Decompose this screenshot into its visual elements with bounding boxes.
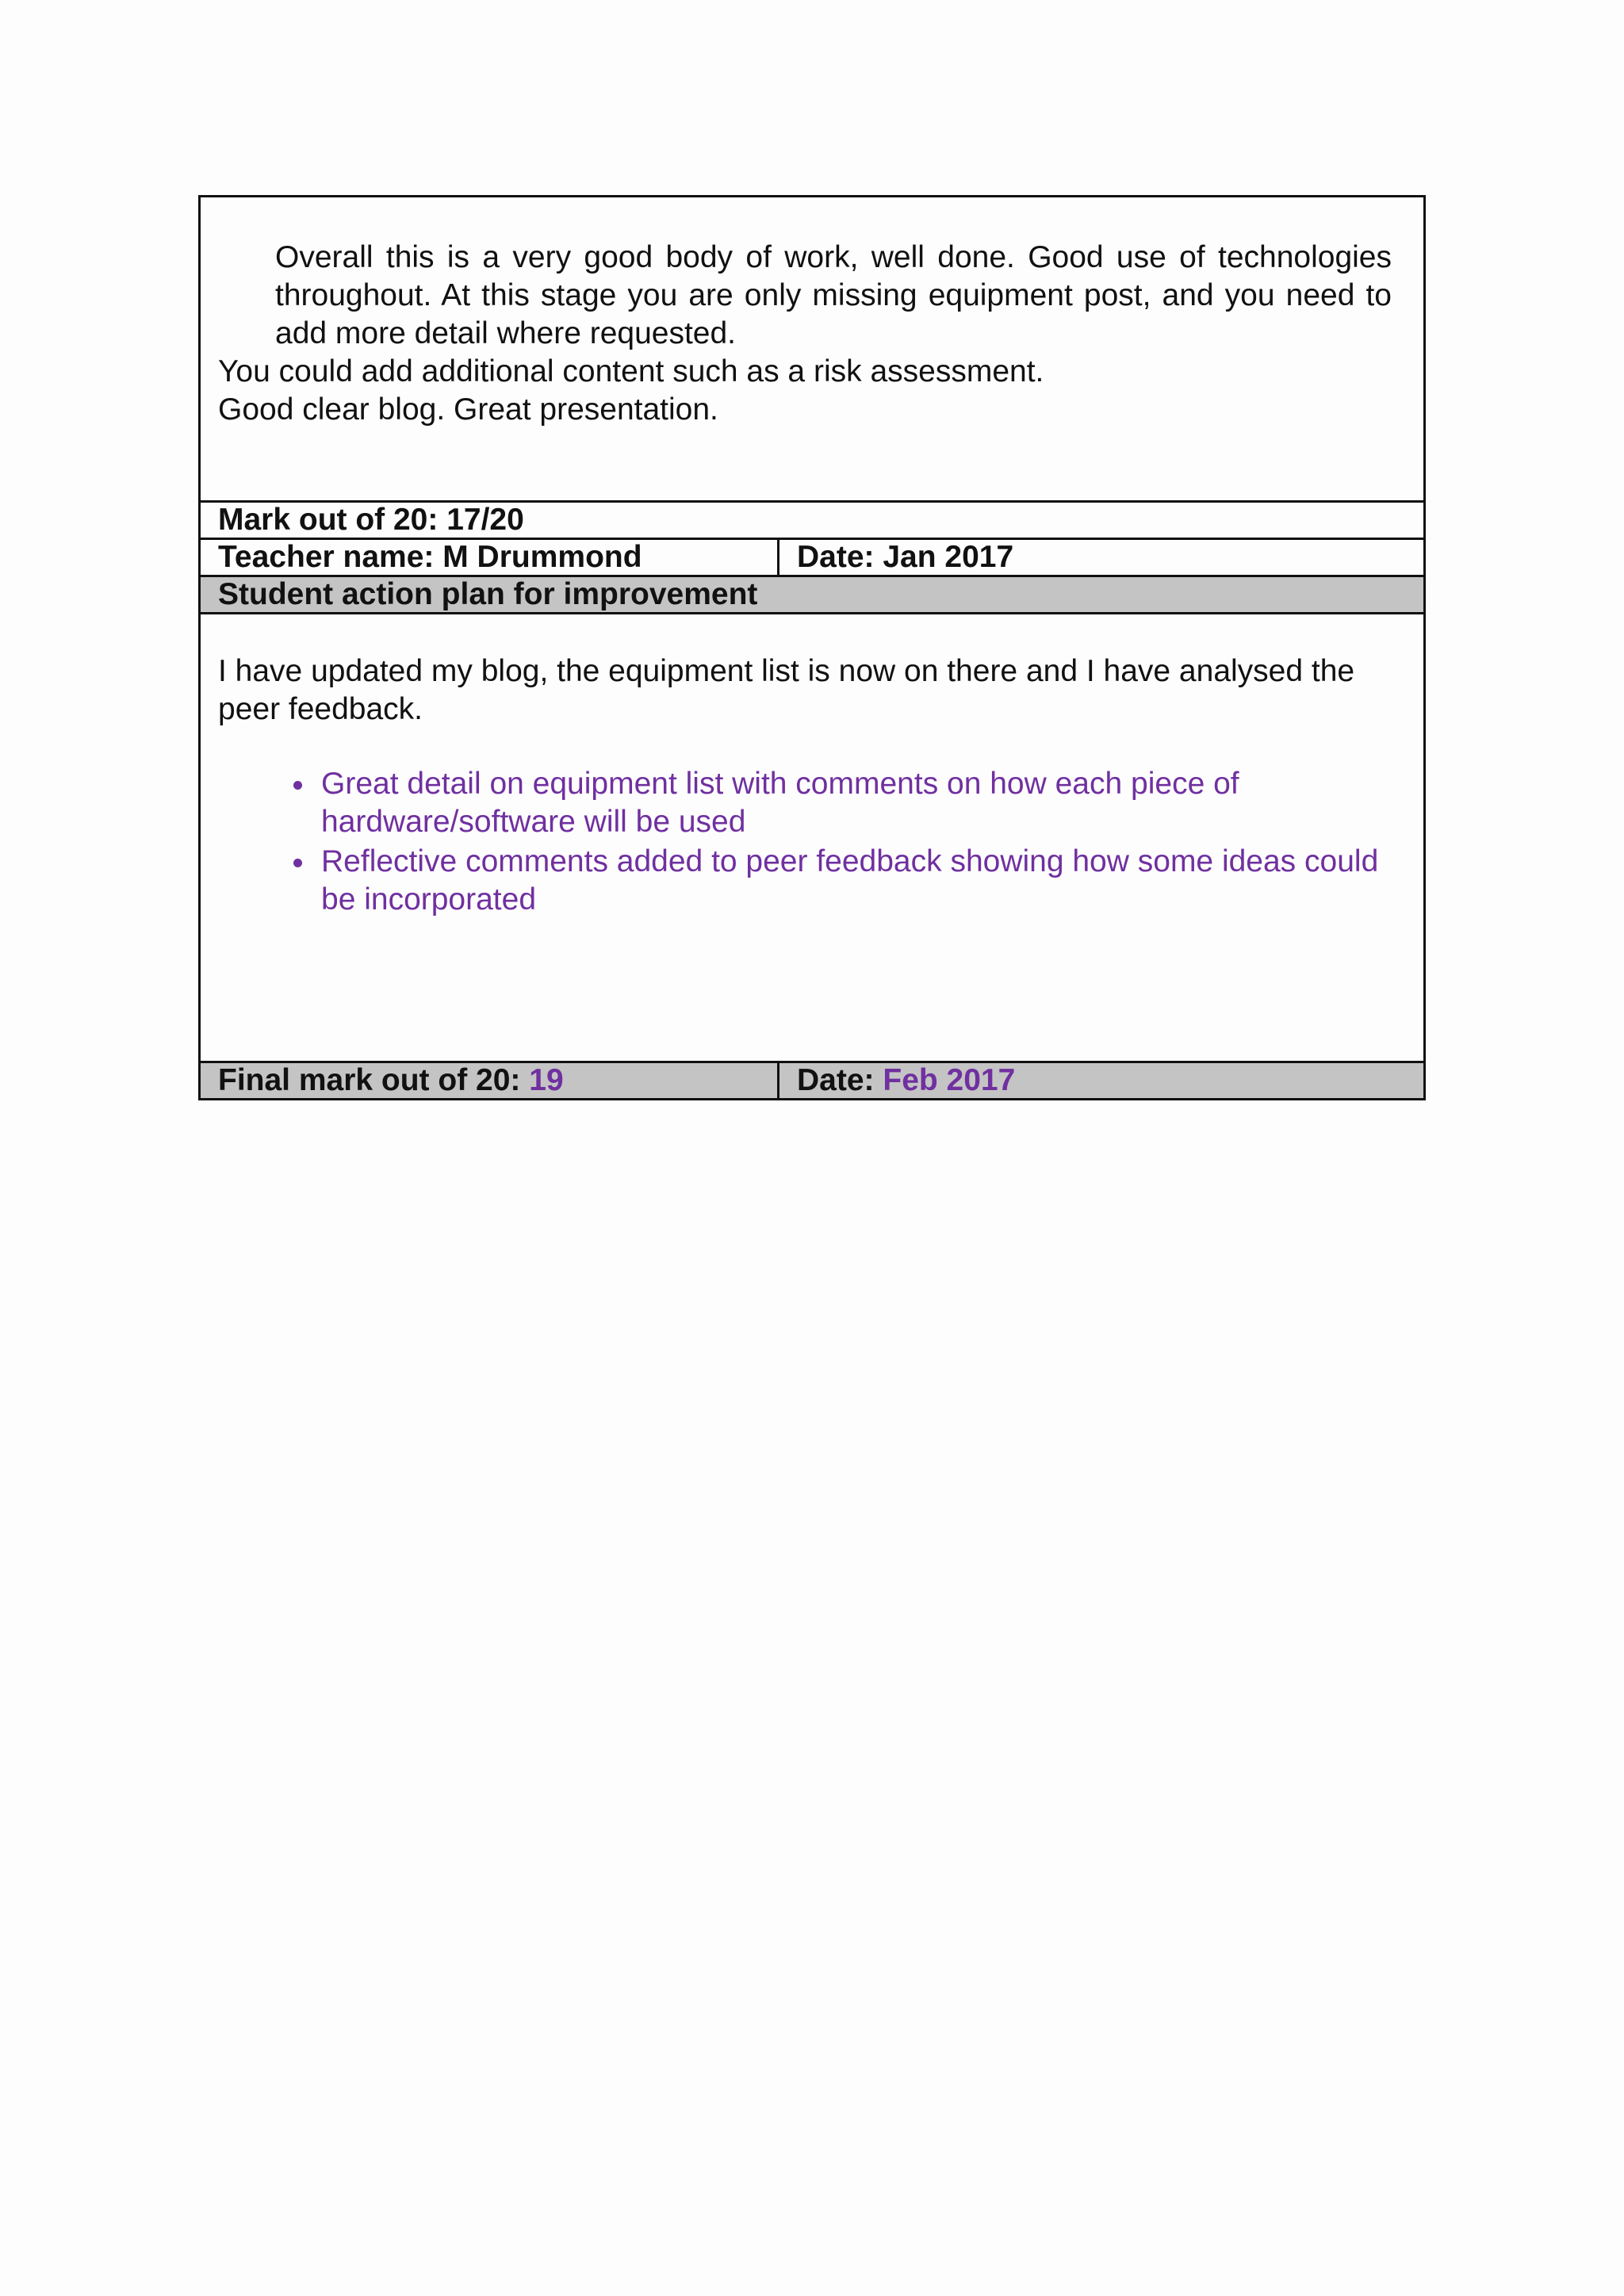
final-date-label: Date: [797,1063,875,1097]
mark-cell: Mark out of 20: 17/20 [200,502,1425,539]
teacher-date-cell: Date: Jan 2017 [779,539,1425,576]
final-mark-row [200,1062,1425,1100]
action-plan-point: • Reflective comments added to peer feedback showing how some ideas could be incorporated [316,843,1392,919]
teacher-row [200,539,1425,576]
teacher-feedback-cell [200,197,1425,502]
action-plan-points [218,765,1392,919]
mark-row [200,502,1425,539]
final-mark-cell [200,1062,779,1100]
feedback-form-table [198,195,1426,1100]
final-date-cell [779,1062,1425,1100]
feedback-line-presentation: Good clear blog. Great presentation. [218,392,718,427]
action-plan-point: • Great detail on equipment list with comments on how each piece of hardware/software will be used [316,765,1392,841]
final-mark-label: Final mark out of 20: [218,1063,521,1097]
feedback-paragraph: Overall this is a very good body of work, well done. Good use of technologies throughout. At this stage you are only missing equipment post, and you need to add more detail where requested. [275,240,1392,350]
action-plan-row [200,614,1425,1062]
teacher-feedback-row [200,197,1425,502]
action-plan-intro: I have updated my blog, the equipment list is now on there and I have analysed the peer feedback. [218,654,1355,726]
action-plan-cell [200,614,1425,1062]
final-date-value: Feb 2017 [883,1063,1016,1097]
action-plan-heading: Student action plan for improvement [200,576,1425,614]
action-plan-heading-row [200,576,1425,614]
final-mark-value: 19 [529,1063,564,1097]
feedback-line-risk-assessment: You could add additional content such as a risk assessment. [218,354,1044,388]
teacher-name-cell: Teacher name: M Drummond [200,539,779,576]
